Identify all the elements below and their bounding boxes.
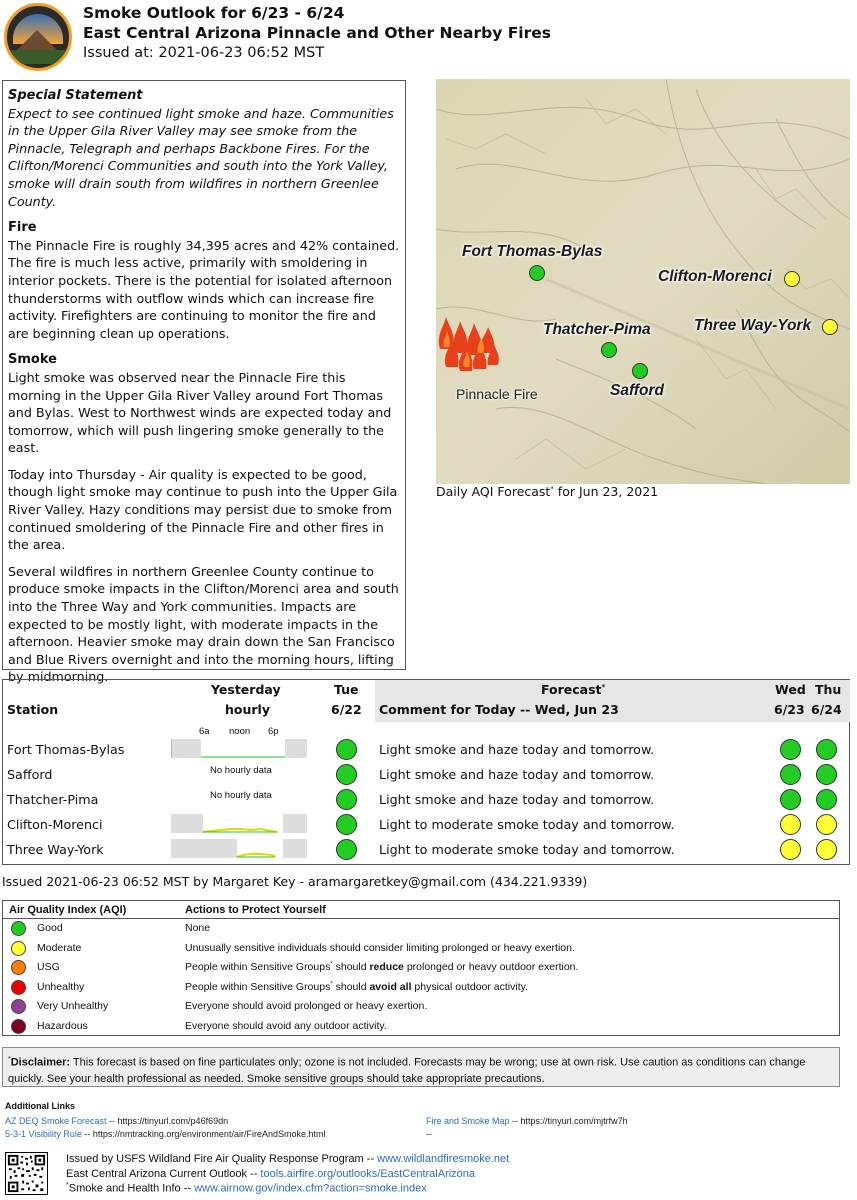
aqi-level: Moderate bbox=[37, 941, 82, 954]
forecast-comment: Light to moderate smoke today and tomorrow. bbox=[379, 842, 675, 857]
footer-line-2: East Central Arizona Current Outlook -- tools.airfire.org/outlooks/EastCentralArizona bbox=[66, 1168, 476, 1180]
map-label-clifton: Clifton-Morenci bbox=[658, 268, 772, 285]
aqi-header-actions: Actions to Protect Yourself bbox=[185, 904, 326, 916]
station-name: Three Way-York bbox=[7, 842, 104, 857]
map-label-safford: Safford bbox=[610, 382, 664, 399]
aqi-indicator bbox=[336, 814, 357, 835]
smoke-title: Smoke bbox=[8, 352, 57, 368]
aqi-row-moderate bbox=[3, 939, 839, 959]
aqi-row-unhealthy bbox=[3, 978, 839, 998]
col-tue-date: 6/22 bbox=[331, 702, 362, 717]
hourly-sparkline bbox=[171, 814, 307, 833]
forecast-comment: Light to moderate smoke today and tomorrow. bbox=[379, 817, 675, 832]
col-wed: Wed bbox=[775, 682, 806, 697]
aqi-level: Very Unhealthy bbox=[37, 1000, 109, 1013]
current-outlook-link[interactable]: tools.airfire.org/outlooks/EastCentralArizona bbox=[260, 1168, 476, 1180]
footer-line-1: Issued by USFS Wildland Fire Air Quality Response Program -- www.wildlandfiresmoke.net bbox=[66, 1153, 510, 1165]
col-forecast: Forecast* bbox=[541, 682, 606, 697]
no-hourly-data: No hourly data bbox=[210, 765, 272, 776]
col-station: Station bbox=[7, 702, 59, 717]
special-statement-title: Special Statement bbox=[8, 88, 143, 103]
wildland-fire-logo bbox=[4, 3, 72, 71]
special-statement-body: Expect to see continued light smoke and haze. Communities in the Upper Gila River Valley may see smoke from the Pinnacle, Telegraph and perhaps Backbone Fires. For the Clifton/Morenci Communities and south into the York Valley, smoke will drain south from wildfires in northern Greenlee County. bbox=[8, 105, 394, 209]
airnow-smoke-link[interactable]: www.airnow.gov/index.cfm?action=smoke.index bbox=[194, 1182, 427, 1195]
aqi-level: Unhealthy bbox=[37, 980, 85, 993]
map-label-pinnacle-fire: Pinnacle Fire bbox=[456, 386, 538, 402]
time-label-6a: 6a bbox=[199, 726, 210, 737]
aqi-row-hazardous bbox=[3, 1017, 839, 1037]
station-name: Thatcher-Pima bbox=[7, 792, 99, 807]
aqi-indicator bbox=[816, 789, 837, 810]
forecast-comment: Light smoke and haze today and tomorrow. bbox=[379, 767, 655, 782]
no-hourly-data: No hourly data bbox=[210, 790, 272, 801]
issued-by: Issued 2021-06-23 06:52 MST by Margaret Key - aramargaretkey@gmail.com (434.221.9339) bbox=[2, 874, 588, 889]
smoke-body-3: Several wildfires in northern Greenlee County continue to produce smoke impacts in the Clifton/Morenci area and south into the Three Way and York communities. Impacts are expected to be mostly light, with moderate impacts in the afternoon. Heavier smoke may drain down the San Francisco and Blue Rivers overnight and into the morning hours, lifting by midmorning. bbox=[8, 563, 399, 685]
aqi-indicator bbox=[336, 789, 357, 810]
aqi-level: Good bbox=[37, 922, 63, 934]
hourly-sparkline bbox=[171, 739, 307, 758]
aqi-indicator bbox=[780, 739, 801, 760]
aqi-dot-icon bbox=[11, 980, 26, 995]
time-label-6p: 6p bbox=[268, 726, 279, 737]
aqi-indicator bbox=[780, 764, 801, 785]
aqi-indicator bbox=[336, 839, 357, 860]
map-label-threeway: Three Way-York bbox=[694, 317, 812, 334]
aqi-indicator bbox=[780, 814, 801, 835]
link-visibility-rule[interactable]: 5-3-1 Visibility Rule -- https://nmtracking.org/environment/air/FireAndSmoke.html bbox=[5, 1129, 326, 1139]
aqi-action: None bbox=[185, 922, 211, 934]
smoke-body-2: Today into Thursday - Air quality is expected to be good, though light smoke may continue to push into the Upper Gila River Valley. Hazy conditions may persist due to smoke from continued smoldering of the Pinnacle Fire and other fires in the area. bbox=[8, 466, 398, 553]
aqi-dot-icon bbox=[11, 921, 26, 936]
time-label-noon: noon bbox=[229, 726, 251, 737]
wildlandfiresmoke-link[interactable]: www.wildlandfiresmoke.net bbox=[377, 1153, 510, 1165]
col-wed-date: 6/23 bbox=[774, 702, 805, 717]
hourly-sparkline bbox=[171, 839, 307, 858]
aqi-header-index: Air Quality Index (AQI) bbox=[9, 904, 127, 916]
map-marker-safford[interactable] bbox=[632, 363, 648, 379]
forecast-comment: Light smoke and haze today and tomorrow. bbox=[379, 742, 655, 757]
aqi-indicator bbox=[336, 739, 357, 760]
aqi-action: Everyone should avoid prolonged or heavy exertion. bbox=[185, 1000, 428, 1013]
page-subtitle: East Central Arizona Pinnacle and Other Nearby Fires bbox=[83, 24, 551, 42]
aqi-action: Everyone should avoid any outdoor activity. bbox=[185, 1020, 387, 1032]
station-name: Safford bbox=[7, 767, 53, 782]
additional-links-title: Additional Links bbox=[5, 1101, 76, 1111]
station-name: Clifton-Morenci bbox=[7, 817, 103, 832]
aqi-row-usg bbox=[3, 958, 839, 978]
aqi-indicator bbox=[816, 839, 837, 860]
station-name: Fort Thomas-Bylas bbox=[7, 742, 125, 757]
col-comment: Comment for Today -- Wed, Jun 23 bbox=[379, 702, 619, 717]
aqi-indicator bbox=[780, 839, 801, 860]
aqi-dot-icon bbox=[11, 941, 26, 956]
map-label-thatcher: Thatcher-Pima bbox=[543, 321, 651, 338]
col-tue: Tue bbox=[334, 682, 359, 697]
aqi-level: Hazardous bbox=[37, 1020, 88, 1032]
smoke-body-1: Light smoke was observed near the Pinnacle Fire this morning in the Upper Gila River Valley around Fort Thomas and Bylas. West to Northwest winds are expected today and tomorrow, which will push lingering smoke generally to the east. bbox=[8, 369, 392, 456]
forecast-comment: Light smoke and haze today and tomorrow. bbox=[379, 792, 655, 807]
forecast-table bbox=[2, 679, 850, 865]
footer-line-3: *Smoke and Health Info -- www.airnow.gov/index.cfm?action=smoke.index bbox=[66, 1182, 427, 1195]
map-marker-threeway[interactable] bbox=[822, 319, 838, 335]
map-marker-thatcher[interactable] bbox=[601, 342, 617, 358]
fire-body: The Pinnacle Fire is roughly 34,395 acres and 42% contained. The fire is much less active, primarily with smoldering in interior pockets. There is the potential for isolated afternoon thunderstorms with outflow winds which can increase fire activity. Firefighters are continuing to monitor the fire and are beginning clean up operations. bbox=[8, 237, 400, 341]
aqi-indicator bbox=[816, 764, 837, 785]
fire-title: Fire bbox=[8, 220, 37, 236]
aqi-forecast-map[interactable] bbox=[436, 79, 850, 484]
aqi-row-good bbox=[3, 919, 839, 939]
issued-at: Issued at: 2021-06-23 06:52 MST bbox=[83, 45, 325, 61]
pinnacle-fire-icon bbox=[436, 309, 516, 379]
link-empty: -- bbox=[426, 1129, 432, 1139]
page-title: Smoke Outlook for 6/23 - 6/24 bbox=[83, 4, 345, 22]
qr-code-icon[interactable] bbox=[5, 1152, 48, 1195]
link-az-deq[interactable]: AZ DEQ Smoke Forecast -- https://tinyurl.com/p46f69dn bbox=[5, 1116, 229, 1126]
map-marker-clifton[interactable] bbox=[784, 271, 800, 287]
map-caption: Daily AQI Forecast* for Jun 23, 2021 bbox=[436, 484, 659, 499]
col-yesterday: Yesterday bbox=[211, 682, 281, 697]
map-label-fort-thomas: Fort Thomas-Bylas bbox=[462, 243, 603, 260]
col-hourly: hourly bbox=[225, 702, 270, 717]
map-marker-fort-thomas[interactable] bbox=[529, 265, 545, 281]
aqi-legend-table bbox=[2, 900, 840, 1036]
aqi-action: People within Sensitive Groups* should avoid all physical outdoor activity. bbox=[185, 980, 529, 993]
aqi-action: People within Sensitive Groups* should reduce prolonged or heavy outdoor exertion. bbox=[185, 961, 579, 974]
aqi-indicator bbox=[780, 789, 801, 810]
statement-box bbox=[2, 80, 406, 685]
aqi-level: USG bbox=[37, 961, 60, 974]
col-thu-date: 6/24 bbox=[811, 702, 842, 717]
aqi-dot-icon bbox=[11, 1019, 26, 1034]
aqi-indicator bbox=[336, 764, 357, 785]
aqi-indicator bbox=[816, 814, 837, 835]
aqi-action: Unusually sensitive individuals should consider limiting prolonged or heavy exertion. bbox=[185, 941, 575, 954]
aqi-row-very-unhealthy bbox=[3, 997, 839, 1017]
disclaimer: *Disclaimer: This forecast is based on fine particulates only; ozone is not included. Forecasts may be wrong; use at own risk. Use caution as conditions can change quickly. See your health professional as needed. Smoke sensitive groups should take appropriate precautions. bbox=[2, 1047, 840, 1087]
aqi-dot-icon bbox=[11, 999, 26, 1014]
link-fire-smoke-map[interactable]: Fire and Smoke Map -- https://tinyurl.com/mjtrfw7h bbox=[426, 1116, 628, 1126]
col-thu: Thu bbox=[815, 682, 842, 697]
aqi-dot-icon bbox=[11, 960, 26, 975]
aqi-indicator bbox=[816, 739, 837, 760]
